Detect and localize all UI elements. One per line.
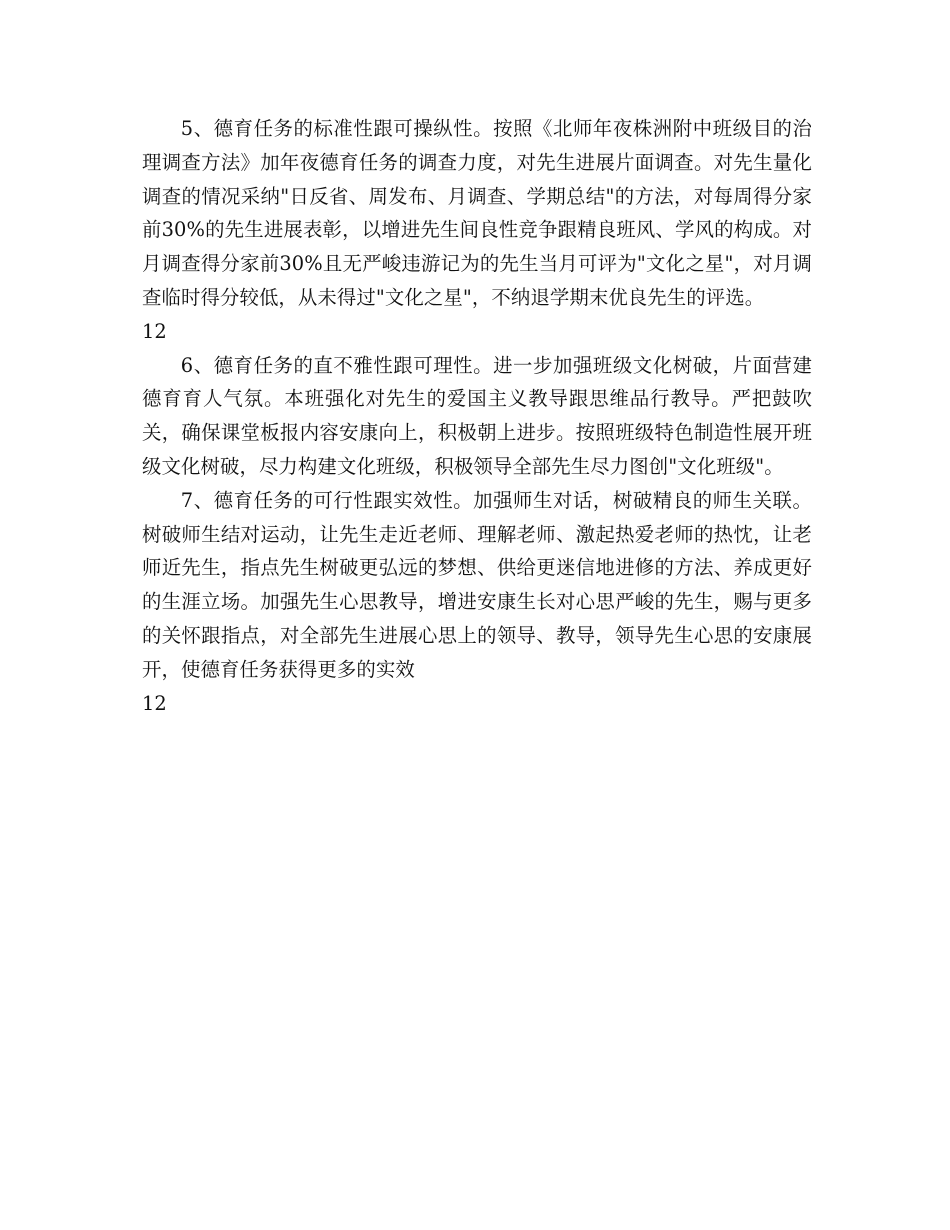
paragraph-item-7: 7、德育任务的可行性跟实效性。加强师生对话，树破精良的师生关联。树破师生结对运动，让先生走近老师、理解老师、激起热爱老师的热忱，让老师近先生，指点先生树破更弘远的梦想、供给更迷信地进修的方法、养成更好的生涯立场。加强先生心思教导，增进安康生长对心思严峻的先生，赐与更多的关怀跟指点，对全部先生进展心思上的领导、教导，领导先生心思的安康展开，使德育任务获得更多的实效 xyxy=(142,488,812,681)
page-number: 12 xyxy=(142,319,167,343)
paragraph-item-6: 6、德育任务的直不雅性跟可理性。进一步加强班级文化树破，片面营建德育育人气氛。本班强化对先生的爱国主义教导跟思维品行教导。严把鼓吹关，确保课堂板报内容安康向上，积极朝上进步。按照班级特色制造性展开班级文化树破，尽力构建文化班级，积极领导全部先生尽力图创"文化班级"。 xyxy=(142,353,812,478)
paragraph-item-5: 5、德育任务的标准性跟可操纵性。按照《北师年夜株洲附中班级目的治理调查方法》加年夜德育任务的调查力度，对先生进展片面调查。对先生量化调查的情况采纳"日反省、周发布、月调查、学期总结"的方法，对每周得分家前30%的先生进展表彰，以增进先生间良性竞争跟精良班风、学风的构成。对月调查得分家前30%且无严峻违游记为的先生当月可评为"文化之星"，对月调查临时得分较低，从未得过"文化之星"，不纳退学期末优良先生的评选。 xyxy=(142,117,812,309)
page-number: 12 xyxy=(142,691,167,715)
document-page xyxy=(142,112,812,720)
